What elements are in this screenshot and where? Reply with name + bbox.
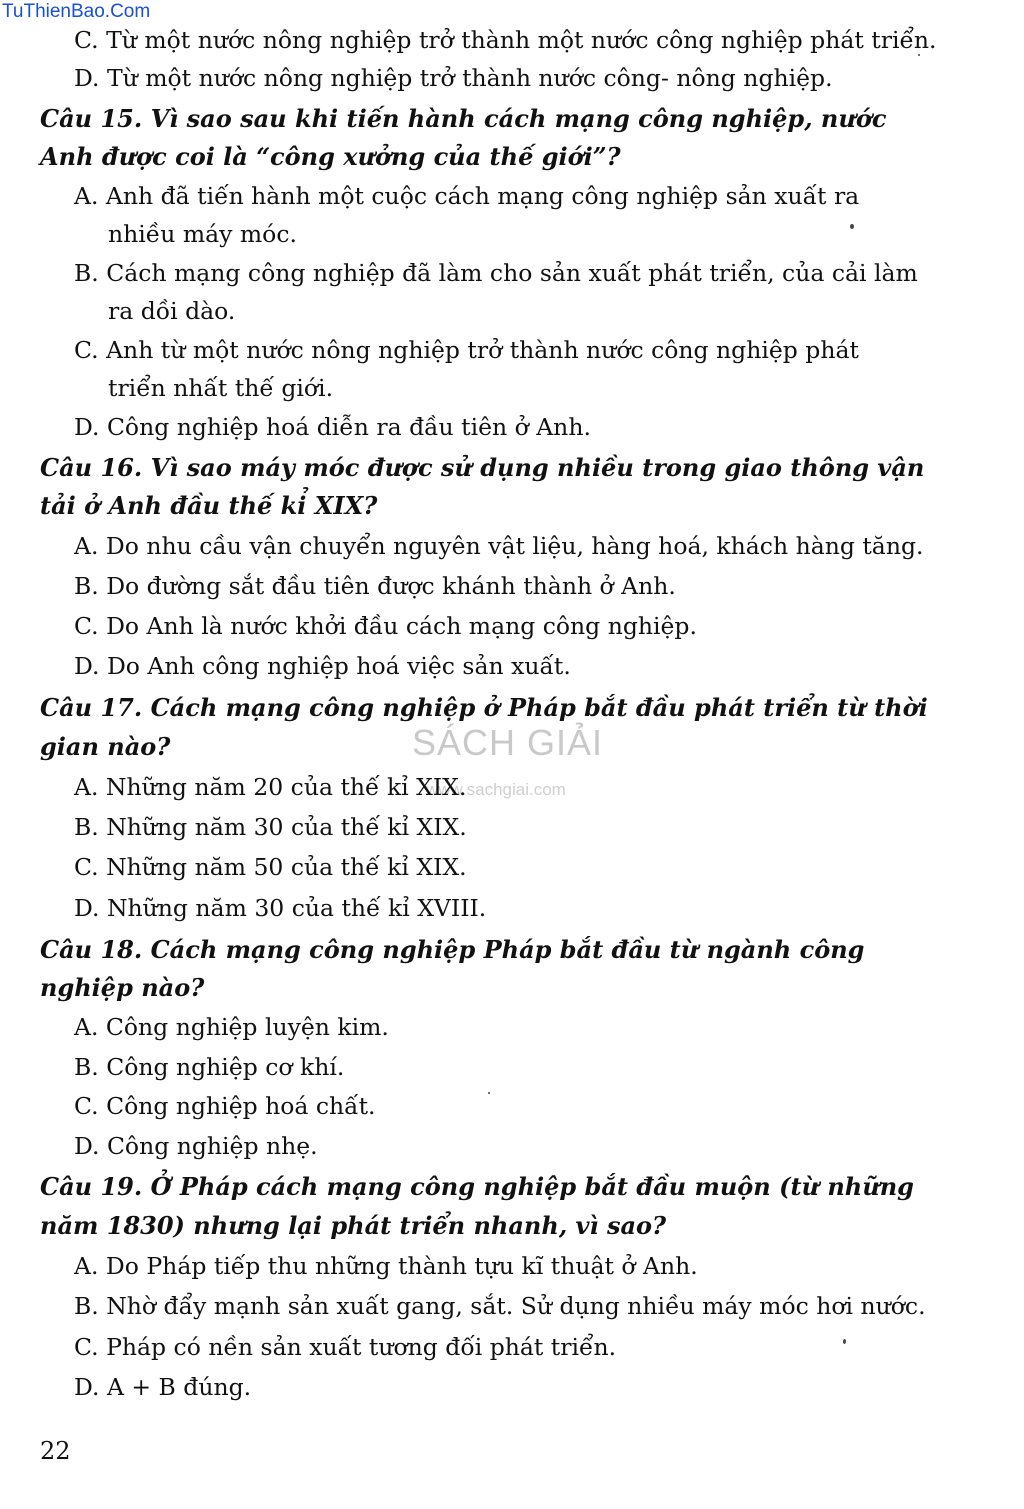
- q15-option-d: D. Công nghiệp hoá diễn ra đầu tiên ở Anh.: [74, 413, 591, 441]
- q16-option-d: D. Do Anh công nghiệp hoá việc sản xuất.: [74, 652, 571, 680]
- question-18-heading-cont: nghiệp nào?: [40, 973, 205, 1002]
- question-16-heading: Câu 16. Vì sao máy móc được sử dụng nhiều trong giao thông vận: [40, 453, 925, 482]
- q19-option-d: D. A + B đúng.: [74, 1373, 252, 1401]
- question-18-heading: Câu 18. Cách mạng công nghiệp Pháp bắt đầu từ ngành công: [40, 935, 865, 964]
- question-15-heading-cont: Anh được coi là “công xưởng của thế giới”?: [40, 142, 621, 171]
- q15-option-c-cont: triển nhất thế giới.: [108, 374, 334, 402]
- q15-option-c: C. Anh từ một nước nông nghiệp trở thành nước công nghiệp phát: [74, 336, 859, 364]
- scan-speck: [488, 1092, 490, 1094]
- q16-option-b: B. Do đường sắt đầu tiên được khánh thành ở Anh.: [74, 572, 676, 600]
- page-number: 22: [40, 1437, 71, 1465]
- q15-option-b: B. Cách mạng công nghiệp đã làm cho sản xuất phát triển, của cải làm: [74, 259, 918, 287]
- q18-option-a: A. Công nghiệp luyện kim.: [74, 1013, 389, 1041]
- site-link[interactable]: TuThienBao.Com: [2, 1, 151, 22]
- question-19-heading-cont: năm 1830) nhưng lại phát triển nhanh, vì sao?: [40, 1211, 667, 1240]
- q17-option-b: B. Những năm 30 của thế kỉ XIX.: [74, 813, 467, 841]
- q16-option-a: A. Do nhu cầu vận chuyển nguyên vật liệu, hàng hoá, khách hàng tăng.: [74, 532, 924, 560]
- q17-option-d: D. Những năm 30 của thế kỉ XVIII.: [74, 894, 487, 922]
- q16-option-c: C. Do Anh là nước khởi đầu cách mạng công nghiệp.: [74, 612, 697, 640]
- question-17-heading-cont: gian nào?: [40, 732, 171, 761]
- q19-option-c: C. Pháp có nền sản xuất tương đối phát triển.: [74, 1333, 617, 1361]
- question-16-heading-cont: tải ở Anh đầu thế kỉ XIX?: [40, 491, 378, 520]
- scan-speck: [918, 54, 920, 56]
- q15-option-a-cont: nhiều máy móc.: [108, 220, 297, 248]
- q18-option-b: B. Công nghiệp cơ khí.: [74, 1053, 345, 1081]
- watermark-brand: SÁCH GIẢI: [412, 722, 604, 763]
- q19-option-a: A. Do Pháp tiếp thu những thành tựu kĩ thuật ở Anh.: [74, 1252, 698, 1280]
- watermark-url: www.sachgiai.com: [426, 780, 566, 799]
- question-19-heading: Câu 19. Ở Pháp cách mạng công nghiệp bắt đầu muộn (từ những: [40, 1172, 914, 1201]
- q19-option-b: B. Nhờ đẩy mạnh sản xuất gang, sắt. Sử dụng nhiều máy móc hơi nước.: [74, 1292, 926, 1320]
- q18-option-d: D. Công nghiệp nhẹ.: [74, 1132, 318, 1160]
- q17-option-a: A. Những năm 20 của thế kỉ XIX.: [74, 773, 467, 801]
- q14-option-d: D. Từ một nước nông nghiệp trở thành nước công- nông nghiệp.: [74, 64, 833, 92]
- q15-option-a: A. Anh đã tiến hành một cuộc cách mạng công nghiệp sản xuất ra: [74, 182, 860, 210]
- q14-option-c: C. Từ một nước nông nghiệp trở thành một nước công nghiệp phát triển.: [74, 26, 937, 54]
- scan-speck: [843, 1339, 846, 1344]
- q15-option-b-cont: ra dồi dào.: [108, 297, 236, 325]
- scan-speck: [850, 224, 854, 229]
- q18-option-c: C. Công nghiệp hoá chất.: [74, 1092, 376, 1120]
- question-15-heading: Câu 15. Vì sao sau khi tiến hành cách mạng công nghiệp, nước: [40, 104, 887, 133]
- q17-option-c: C. Những năm 50 của thế kỉ XIX.: [74, 853, 467, 881]
- question-17-heading: Câu 17. Cách mạng công nghiệp ở Pháp bắt đầu phát triển từ thời: [40, 693, 928, 722]
